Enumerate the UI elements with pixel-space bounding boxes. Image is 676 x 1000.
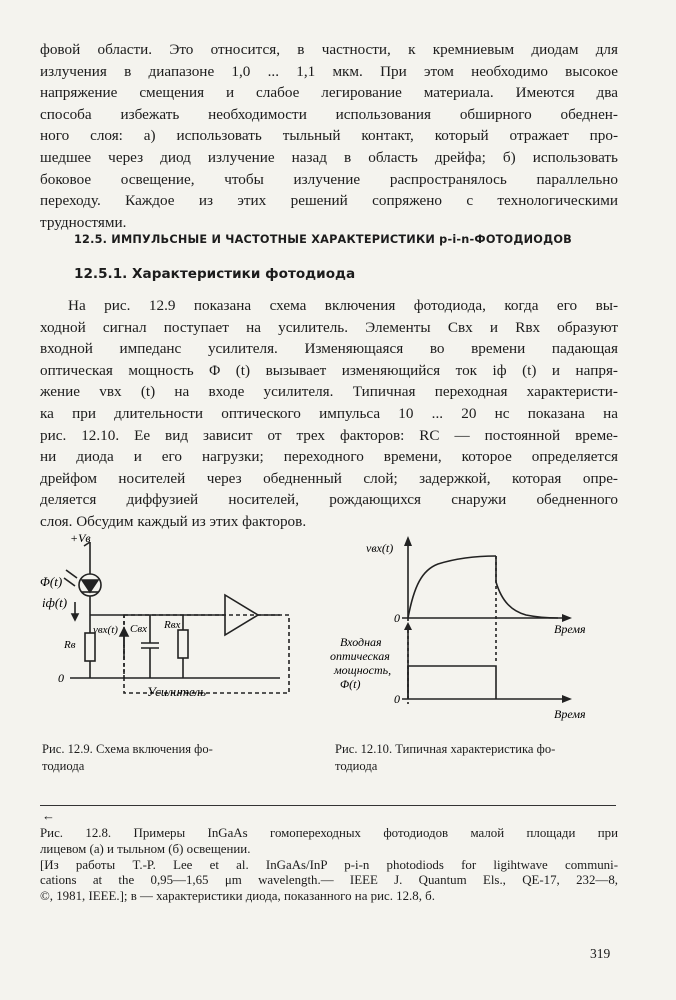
label-x-top: Время	[554, 622, 586, 636]
label-y-top: vвх(t)	[366, 541, 394, 555]
label-vb: +Vв	[70, 531, 91, 545]
label-amplifier: Усилитель	[147, 684, 206, 699]
caption-line: Рис. 12.10. Типичная характеристика фо-	[335, 742, 556, 756]
text-line: ходной сигнал поступает на усилитель. Элементы Cвх и Rвх образуют	[40, 318, 618, 336]
response-curve	[408, 556, 496, 618]
footnote-line: [Из работы T.-P. Lee et al. InGaAs/InP p-i-n photodiods for ligihtwave communi-	[40, 857, 618, 872]
text-line: оптическая мощность Φ (t) вызывает изменяющийся ток iф (t) и напря-	[40, 361, 618, 379]
fig-12-9-caption	[42, 741, 213, 775]
text-line: способа избежать необходимости использования обширного обеднен-	[40, 105, 618, 123]
text-line: ни диода и его нагрузки; переходного времени, которое определяется	[40, 448, 618, 466]
label-phi: Φ(t)	[40, 574, 63, 589]
section-heading: 12.5. ИМПУЛЬСНЫЕ И ЧАСТОТНЫЕ ХАРАКТЕРИСТИКИ p-i-n-ФОТОДИОДОВ	[74, 233, 572, 246]
text-line: боковое освещение, чтобы излучение распространялось параллельно	[40, 170, 618, 188]
text-line: переходу. Каждое из этих решений сопряжено с технологическими	[40, 192, 618, 210]
label-zero-bottom: 0	[394, 692, 400, 706]
footnote-arrow: ←	[42, 808, 55, 823]
text-line: излучения в диапазоне 1,0 ... 1,1 мкм. При этом необходимо высокое	[40, 62, 618, 80]
text-line: шедшее через диод излучение назад в область дрейфа; б) использовать	[40, 148, 618, 166]
text-line: дрейфом носителей через обедненный слой; задержкой, которая опре-	[40, 469, 618, 487]
caption-line: Рис. 12.9. Схема включения фо-	[42, 742, 213, 756]
text-line: ка при длительности оптического импульса 10 ... 20 нс показана на	[40, 404, 618, 422]
text-line: слоя. Обсудим каждый из этих факторов.	[40, 512, 307, 530]
label-ground: 0	[58, 671, 64, 685]
page-number: 319	[590, 946, 611, 961]
footnote-line: ©, 1981, IEEE.]; в — характеристики диода, показанного на рис. 12.8, б.	[40, 889, 435, 904]
footnote-line: cations at the 0,95—1,65 μm wavelength.— IEEE J. Quantum Els., QE-17, 232—8,	[40, 873, 618, 888]
label-zero-top: 0	[394, 611, 400, 625]
footnote-line: Рис. 12.8. Примеры InGaAs гомопереходных фотодиодов малой площади при	[40, 826, 618, 840]
text-line: рис. 12.10. Ее вид зависит от трех факторов: RC — постоянной време-	[40, 426, 618, 444]
text-line: трудностями.	[40, 213, 127, 231]
text-line: жение vвх (t) на входе усилителя. Типичная переходная характеристи-	[40, 383, 618, 401]
caption-line: тодиода	[42, 759, 85, 773]
label-x-bottom: Время	[554, 707, 586, 721]
text-line: напряжение смещения и слабое легирование материала. Имеются два	[40, 84, 618, 102]
footnote-line: лицевом (а) и тыльном (б) освещении.	[40, 841, 251, 856]
footnote-rule	[40, 805, 616, 806]
fig-12-10-caption	[335, 741, 555, 775]
main-paragraph	[40, 295, 618, 533]
subsection-heading: 12.5.1. Характеристики фотодиода	[74, 266, 356, 282]
text-line: входной импеданс усилителя. Изменяющаяся во времени падающая	[40, 340, 618, 358]
fig-12-9-circuit	[40, 530, 320, 715]
label-i-phi: iф(t)	[42, 595, 68, 610]
label-y-bottom-2: оптическая	[330, 649, 390, 663]
label-r-b: Rв	[64, 639, 76, 651]
text-line: деляется диффузией носителей, рождающихся снаружи обедненного	[40, 491, 618, 509]
label-r-in: Rвх	[164, 619, 181, 631]
label-y-bottom-1: Входная	[340, 635, 382, 649]
input-pulse	[408, 666, 496, 699]
label-y-bottom-4: Φ(t)	[340, 677, 361, 691]
text-line: фовой области. Это относится, в частности, к кремниевым диодам для	[40, 41, 618, 58]
label-c-in: Cвх	[130, 623, 147, 635]
caption-line: тодиода	[335, 759, 378, 773]
text-line: На рис. 12.9 показана схема включения фотодиода, когда его вы-	[68, 297, 618, 314]
fig-12-10-plot	[326, 534, 616, 724]
footnote	[40, 826, 618, 905]
top-paragraph	[40, 39, 618, 233]
response-decay	[496, 582, 558, 618]
label-y-bottom-3: мощность,	[334, 663, 392, 677]
label-v-in: vвх(t)	[93, 624, 118, 636]
text-line: ного слоя: а) использовать тыльный контакт, который отражает про-	[40, 127, 618, 145]
